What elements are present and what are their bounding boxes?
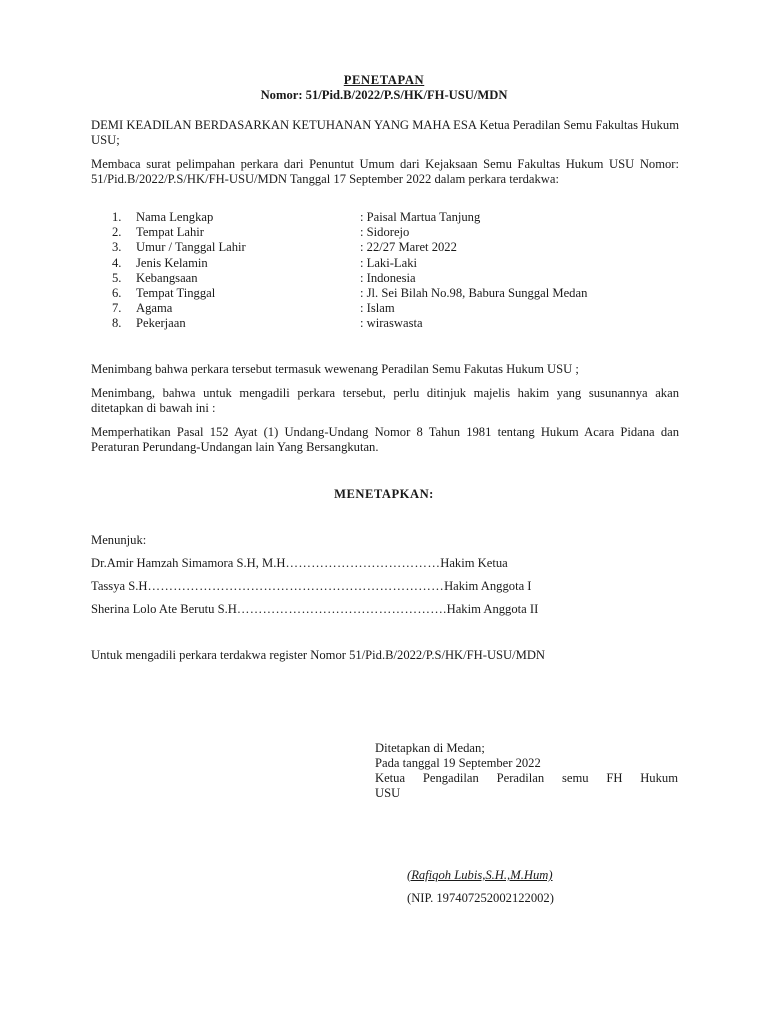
list-item <box>91 225 679 240</box>
menimbang-paragraph-2: Menimbang, bahwa untuk mengadili perkara tersebut, perlu ditinjuk majelis hakim yang susunannya akan ditetapkan di bawah ini : <box>91 386 679 415</box>
terdakwa-list <box>91 210 679 332</box>
item-label: Jenis Kelamin <box>136 255 208 270</box>
item-number: 5. <box>112 270 122 285</box>
item-value: : Jl. Sei Bilah No.98, Babura Sunggal Medan <box>360 285 588 300</box>
item-value: : 22/27 Maret 2022 <box>360 240 457 255</box>
list-item <box>91 271 679 286</box>
item-value: : Islam <box>360 301 395 316</box>
item-value: : Paisal Martua Tanjung <box>360 210 481 224</box>
judge-row-ketua <box>91 556 508 571</box>
judge-role: Hakim Anggota I <box>444 579 532 593</box>
document-title: PENETAPAN <box>343 73 425 87</box>
judge-row-anggota-1 <box>91 579 532 594</box>
item-label: Agama <box>136 301 173 316</box>
list-item <box>91 286 679 301</box>
item-label: Tempat Tinggal <box>136 285 216 300</box>
list-item <box>91 210 679 225</box>
list-item <box>91 256 679 271</box>
signature-place: Ditetapkan di Medan; <box>375 741 485 755</box>
item-number: 8. <box>112 316 122 331</box>
judge-leader-dots: …………………………………………………………… <box>147 579 445 593</box>
intro-paragraph: DEMI KEADILAN BERDASARKAN KETUHANAN YANG MAHA ESA Ketua Peradilan Semu Fakultas Hukum USU; <box>91 118 679 147</box>
item-number: 1. <box>112 210 122 224</box>
signature-position: Ketua Pengadilan Peradilan semu FH Hukum <box>375 771 678 785</box>
judge-role: Hakim Ketua <box>440 556 508 570</box>
item-number: 7. <box>112 301 122 316</box>
menunjuk-label: Menunjuk: <box>91 533 147 547</box>
signature-block <box>375 741 678 801</box>
signature-date: Pada tanggal 19 September 2022 <box>375 756 541 770</box>
item-label: Tempat Lahir <box>136 225 205 240</box>
item-label: Nama Lengkap <box>136 210 214 224</box>
item-value: : Indonesia <box>360 270 416 285</box>
item-label: Pekerjaan <box>136 316 186 331</box>
menetapkan-heading: MENETAPKAN: <box>334 487 434 501</box>
item-value: : wiraswasta <box>360 316 423 331</box>
memperhatikan-paragraph: Memperhatikan Pasal 152 Ayat (1) Undang-Undang Nomor 8 Tahun 1981 tentang Hukum Acara Pidana dan Peraturan Perundang-Undangan lain Yang Bersangkutan. <box>91 425 679 454</box>
judge-name: Dr.Amir Hamzah Simamora S.H, M.H <box>91 556 286 570</box>
item-label: Kebangsaan <box>136 270 198 285</box>
item-value: : Sidorejo <box>360 225 410 240</box>
item-number: 4. <box>112 255 122 270</box>
list-item <box>91 316 679 331</box>
list-item <box>91 301 679 316</box>
membaca-paragraph: Membaca surat pelimpahan perkara dari Penuntut Umum dari Kejaksaan Semu Fakultas Hukum USU Nomor: 51/Pid.B/2022/P.S/HK/FH-USU/MDN Tanggal 17 September 2022 dalam perkara terdakwa: <box>91 157 679 186</box>
menimbang-paragraph-1: Menimbang bahwa perkara tersebut termasuk wewenang Peradilan Semu Fakutas Hukum USU ; <box>91 362 579 376</box>
judge-name: Sherina Lolo Ate Berutu S.H <box>91 602 237 616</box>
item-number: 3. <box>112 240 122 255</box>
judge-name: Tassya S.H <box>91 579 148 593</box>
item-number: 6. <box>112 285 122 300</box>
judge-leader-dots: ……………………………… <box>285 556 441 570</box>
item-label: Umur / Tanggal Lahir <box>136 240 246 255</box>
untuk-paragraph: Untuk mengadili perkara terdakwa register Nomor 51/Pid.B/2022/P.S/HK/FH-USU/MDN <box>91 648 546 662</box>
item-number: 2. <box>112 225 122 240</box>
signer-name: (Rafiqoh Lubis,S.H.,M.Hum) <box>407 868 553 882</box>
judge-leader-dots: …………………………………………. <box>236 602 447 616</box>
judge-role: Hakim Anggota II <box>446 602 539 616</box>
signature-position-cont: USU <box>375 786 401 800</box>
list-item <box>91 240 679 255</box>
signer-nip: (NIP. 197407252002122002) <box>407 891 554 905</box>
document-number: Nomor: 51/Pid.B/2022/P.S/HK/FH-USU/MDN <box>260 88 508 102</box>
judge-row-anggota-2 <box>91 602 538 617</box>
item-value: : Laki-Laki <box>360 255 417 270</box>
